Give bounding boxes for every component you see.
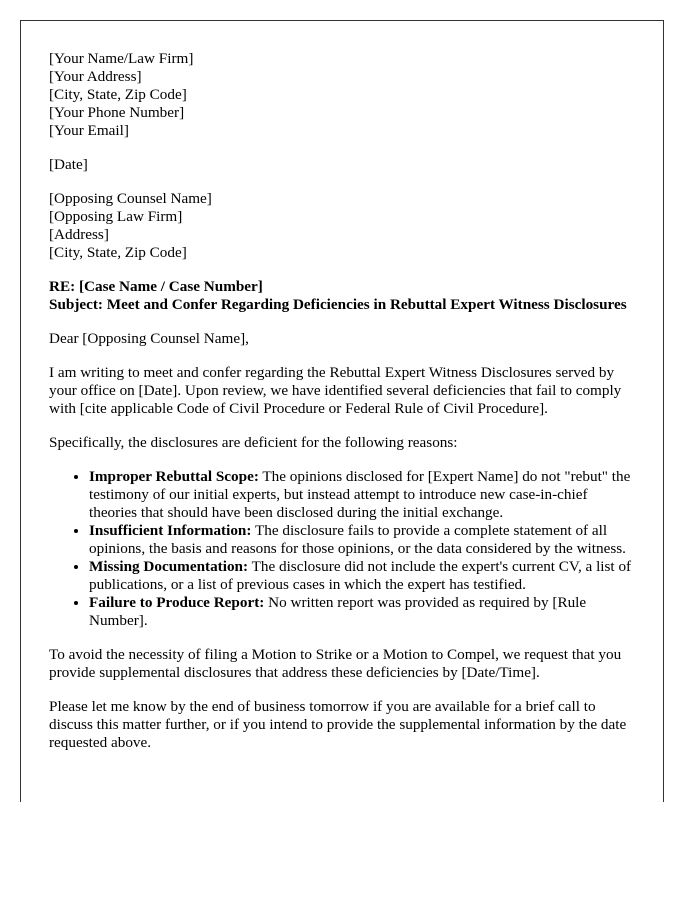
recipient-block (49, 190, 635, 262)
sender-address: [Your Address] (49, 68, 142, 85)
deficiency-text: No written report was provided as required by [Rule Number]. (89, 594, 587, 629)
sender-phone: [Your Phone Number] (49, 104, 185, 121)
salutation: Dear [Opposing Counsel Name], (49, 330, 249, 347)
re-subject-block (49, 278, 635, 314)
deficiency-text: The disclosure fails to provide a complete statement of all opinions, the basis and reasons for those opinions, or the data considered by the witness. (89, 522, 626, 557)
request-paragraph: To avoid the necessity of filing a Motion to Strike or a Motion to Compel, we request that you provide supplemental disclosures that address these deficiencies by [Date/Time]. (49, 646, 622, 681)
intro-paragraph: I am writing to meet and confer regarding the Rebuttal Expert Witness Disclosures served by your office on [Date]. Upon review, we have identified several deficiencies that fail to comply with [cite applicable Code of Civil Procedure or Federal Rule of Civil Procedure]. (49, 364, 622, 417)
deficiency-title: Failure to Produce Report: (89, 594, 265, 611)
deficiency-item (89, 558, 635, 594)
letter-page (20, 20, 664, 802)
deficiency-item (89, 522, 635, 558)
deficiency-title: Improper Rebuttal Scope: (89, 468, 259, 485)
deficiency-item (89, 594, 635, 630)
deficiency-text: The opinions disclosed for [Expert Name] do not "rebut" the testimony of our initial experts, but instead attempt to introduce new case-in-chief theories that should have been disclosed during the initial exchange. (89, 468, 631, 521)
list-intro-paragraph: Specifically, the disclosures are deficient for the following reasons: (49, 434, 458, 451)
recipient-address: [Address] (49, 226, 109, 243)
sender-email: [Your Email] (49, 122, 129, 139)
subject-line: Subject: Meet and Confer Regarding Deficiencies in Rebuttal Expert Witness Disclosures (49, 296, 627, 313)
date-block (49, 156, 635, 174)
deficiency-title: Missing Documentation: (89, 558, 249, 575)
letter-content (49, 50, 635, 768)
recipient-name: [Opposing Counsel Name] (49, 190, 212, 207)
deficiency-text: The disclosure did not include the expert's current CV, a list of publications, or a list of previous cases in which the expert has testified. (89, 558, 632, 593)
letter-date: [Date] (49, 156, 88, 173)
closing-paragraph: Please let me know by the end of business tomorrow if you are available for a brief call to discuss this matter further, or if you intend to provide the supplemental information by the date requested above. (49, 698, 627, 751)
re-line: RE: [Case Name / Case Number] (49, 278, 263, 295)
recipient-city-state-zip: [City, State, Zip Code] (49, 244, 187, 261)
recipient-firm: [Opposing Law Firm] (49, 208, 183, 225)
deficiency-title: Insufficient Information: (89, 522, 252, 539)
sender-city-state-zip: [City, State, Zip Code] (49, 86, 187, 103)
deficiency-list (49, 468, 635, 630)
deficiency-item (89, 468, 635, 522)
sender-block (49, 50, 635, 140)
sender-name: [Your Name/Law Firm] (49, 50, 194, 67)
